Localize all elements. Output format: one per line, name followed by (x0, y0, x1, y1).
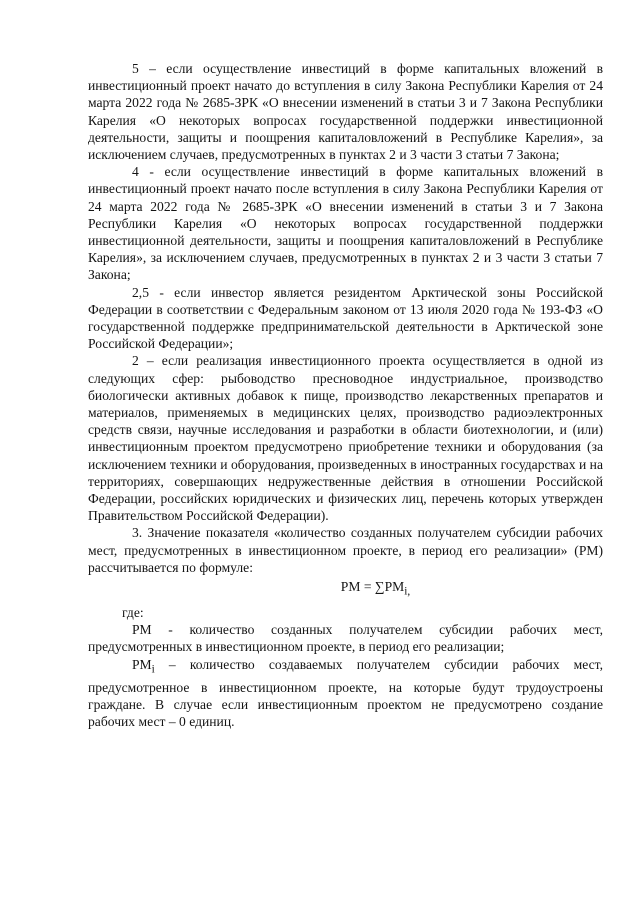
paragraph-coefficient-5: 5 – если осуществление инвестиций в форме капитальных вложений в инвестиционный проект начато до вступления в силу Закона Республики Карелия от 24 марта 2022 года № 2685-ЗРК «О внесении изменений в статьи 3 и 7 Закона Республики Карелия «О некоторых вопросах государственной поддержки инвестиционной деятельности, защиты и поощрения капиталовложений в Республике Карелия», за исключением случаев, предусмотренных в пунктах 2 и 3 части 3 статьи 7 Закона; (88, 61, 603, 163)
definition-rmi-symbol: РМ (132, 656, 152, 672)
definition-rm-symbol: РМ (132, 622, 152, 638)
definition-rmi (88, 656, 603, 731)
definition-rmi-text: – количество создаваемых получателем субсидии рабочих мест, предусмотренное в инвестиционном проекте, на которые будут трудоустроены граждане. В случае если инвестиционным проектом не предусмотрено создание рабочих мест – 0 единиц. (88, 656, 603, 729)
formula (88, 578, 603, 601)
formula-subscript: i, (404, 585, 411, 598)
definition-rmi-subscript: i (151, 663, 155, 676)
definition-rm-text: - количество созданных получателем субсидии рабочих мест, предусмотренных в инвестиционном проекте, в период его реализации; (88, 622, 603, 655)
paragraph-coefficient-2: 2 – если реализация инвестиционного проекта осуществляется в одной из следующих сфер: рыбоводство пресноводное индустриальное, производство биологически активных добавок к пище, производство лекарственных препаратов и материалов, применяемых в медицинских целях, производство радиоэлектронных средств связи, научные исследования и разработки в области биотехнологии, и (или) инвестиционным проектом предусмотрено приобретение техники и оборудования (за исключением техники и оборудования, произведенных в иностранных государствах и на территориях, совершающих недружественные действия в отношении Российской Федерации, российских юридических и физических лиц, перечень которых утвержден Правительством Российской Федерации). (88, 353, 603, 524)
formula-expression: РМ = ∑РМ (340, 579, 405, 595)
paragraph-coefficient-4: 4 - если осуществление инвестиций в форме капитальных вложений в инвестиционный проект начато после вступления в силу Закона Республики Карелия от 24 марта 2022 года № 2685-ЗРК «О внесении изменений в статьи 3 и 7 Закона Республики Карелия «О некоторых вопросах государственной поддержки инвестиционной деятельности, защиты и поощрения капиталовложений в Республике Карелия», за исключением случаев, предусмотренных в пунктах 2 и 3 части 3 статьи 7 Закона; (88, 164, 603, 283)
where-label: где: (122, 605, 144, 621)
paragraph-coefficient-2-5: 2,5 - если инвестор является резидентом Арктической зоны Российской Федерации в соответствии с Федеральным законом от 13 июля 2020 года № 193-ФЗ «О государственной поддержке предпринимательской деятельности в Арктической зоне Российской Федерации»; (88, 284, 603, 352)
definition-rm (88, 621, 603, 655)
paragraph-item-3: 3. Значение показателя «количество созданных получателем субсидии рабочих мест, предусмотренных в инвестиционном проекте, в период его реализации» (РМ) рассчитывается по формуле: (88, 525, 603, 575)
document-page (88, 60, 603, 730)
